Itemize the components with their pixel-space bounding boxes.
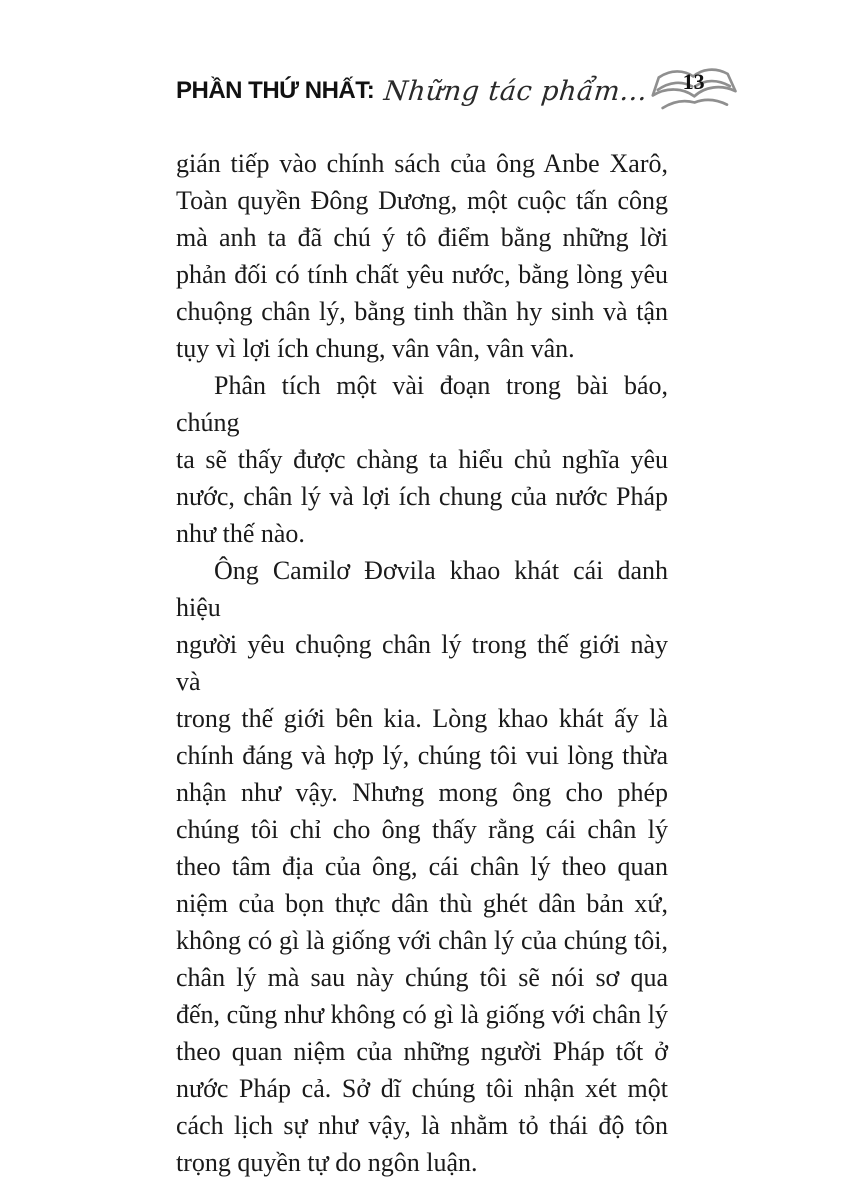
text-line: tụy vì lợi ích chung, vân vân, vân vân. <box>176 334 575 363</box>
paragraph <box>176 552 668 1181</box>
text-line: trọng quyền tự do ngôn luận. <box>176 1148 478 1177</box>
text-line: ta sẽ thấy được chàng ta hiểu chủ nghĩa yêu <box>176 445 668 474</box>
text-line: Toàn quyền Đông Dương, một cuộc tấn công <box>176 186 668 215</box>
text-line: mà anh ta đã chú ý tô điểm bằng những lời <box>176 223 668 252</box>
text-line: không có gì là giống với chân lý của chúng tôi, <box>176 926 668 955</box>
text-line: nước Pháp cả. Sở dĩ chúng tôi nhận xét một <box>176 1074 668 1103</box>
page-body <box>176 145 668 1181</box>
text-line: người yêu chuộng chân lý trong thế giới này và <box>176 630 668 696</box>
text-line: trong thế giới bên kia. Lòng khao khát ấy là <box>176 704 668 733</box>
text-line: nhận như vậy. Nhưng mong ông cho phép <box>176 778 668 807</box>
paragraph <box>176 367 668 552</box>
text-line: chân lý mà sau này chúng tôi sẽ nói sơ qua <box>176 963 668 992</box>
text-line: gián tiếp vào chính sách của ông Anbe Xarô, <box>176 149 668 178</box>
section-title: Những tác phẩm... <box>382 75 650 107</box>
text-line: niệm của bọn thực dân thù ghét dân bản xứ, <box>176 889 668 918</box>
open-book-icon <box>648 64 740 118</box>
text-line: Phân tích một vài đoạn trong bài báo, chúng <box>176 371 668 437</box>
text-line: chuộng chân lý, bằng tinh thần hy sinh và tận <box>176 297 668 326</box>
text-line: chúng tôi chỉ cho ông thấy rằng cái chân lý <box>176 815 668 844</box>
text-line: theo tâm địa của ông, cái chân lý theo quan <box>176 852 668 881</box>
text-line: theo quan niệm của những người Pháp tốt ở <box>176 1037 668 1066</box>
running-header <box>176 64 705 118</box>
text-line: đến, cũng như không có gì là giống với chân lý <box>176 1000 668 1029</box>
text-line: cách lịch sự như vậy, là nhằm tỏ thái độ tôn <box>176 1111 668 1140</box>
paragraph <box>176 145 668 367</box>
page-number: 13 <box>682 69 705 94</box>
text-column <box>176 64 705 1181</box>
text-line: phản đối có tính chất yêu nước, bằng lòng yêu <box>176 260 668 289</box>
text-line: chính đáng và hợp lý, chúng tôi vui lòng thừa <box>176 741 668 770</box>
section-label: PHẦN THỨ NHẤT: <box>176 77 375 104</box>
text-line: Ông Camilơ Đơvila khao khát cái danh hiệu <box>176 556 668 622</box>
text-line: như thế nào. <box>176 519 305 548</box>
text-line: nước, chân lý và lợi ích chung của nước Pháp <box>176 482 668 511</box>
